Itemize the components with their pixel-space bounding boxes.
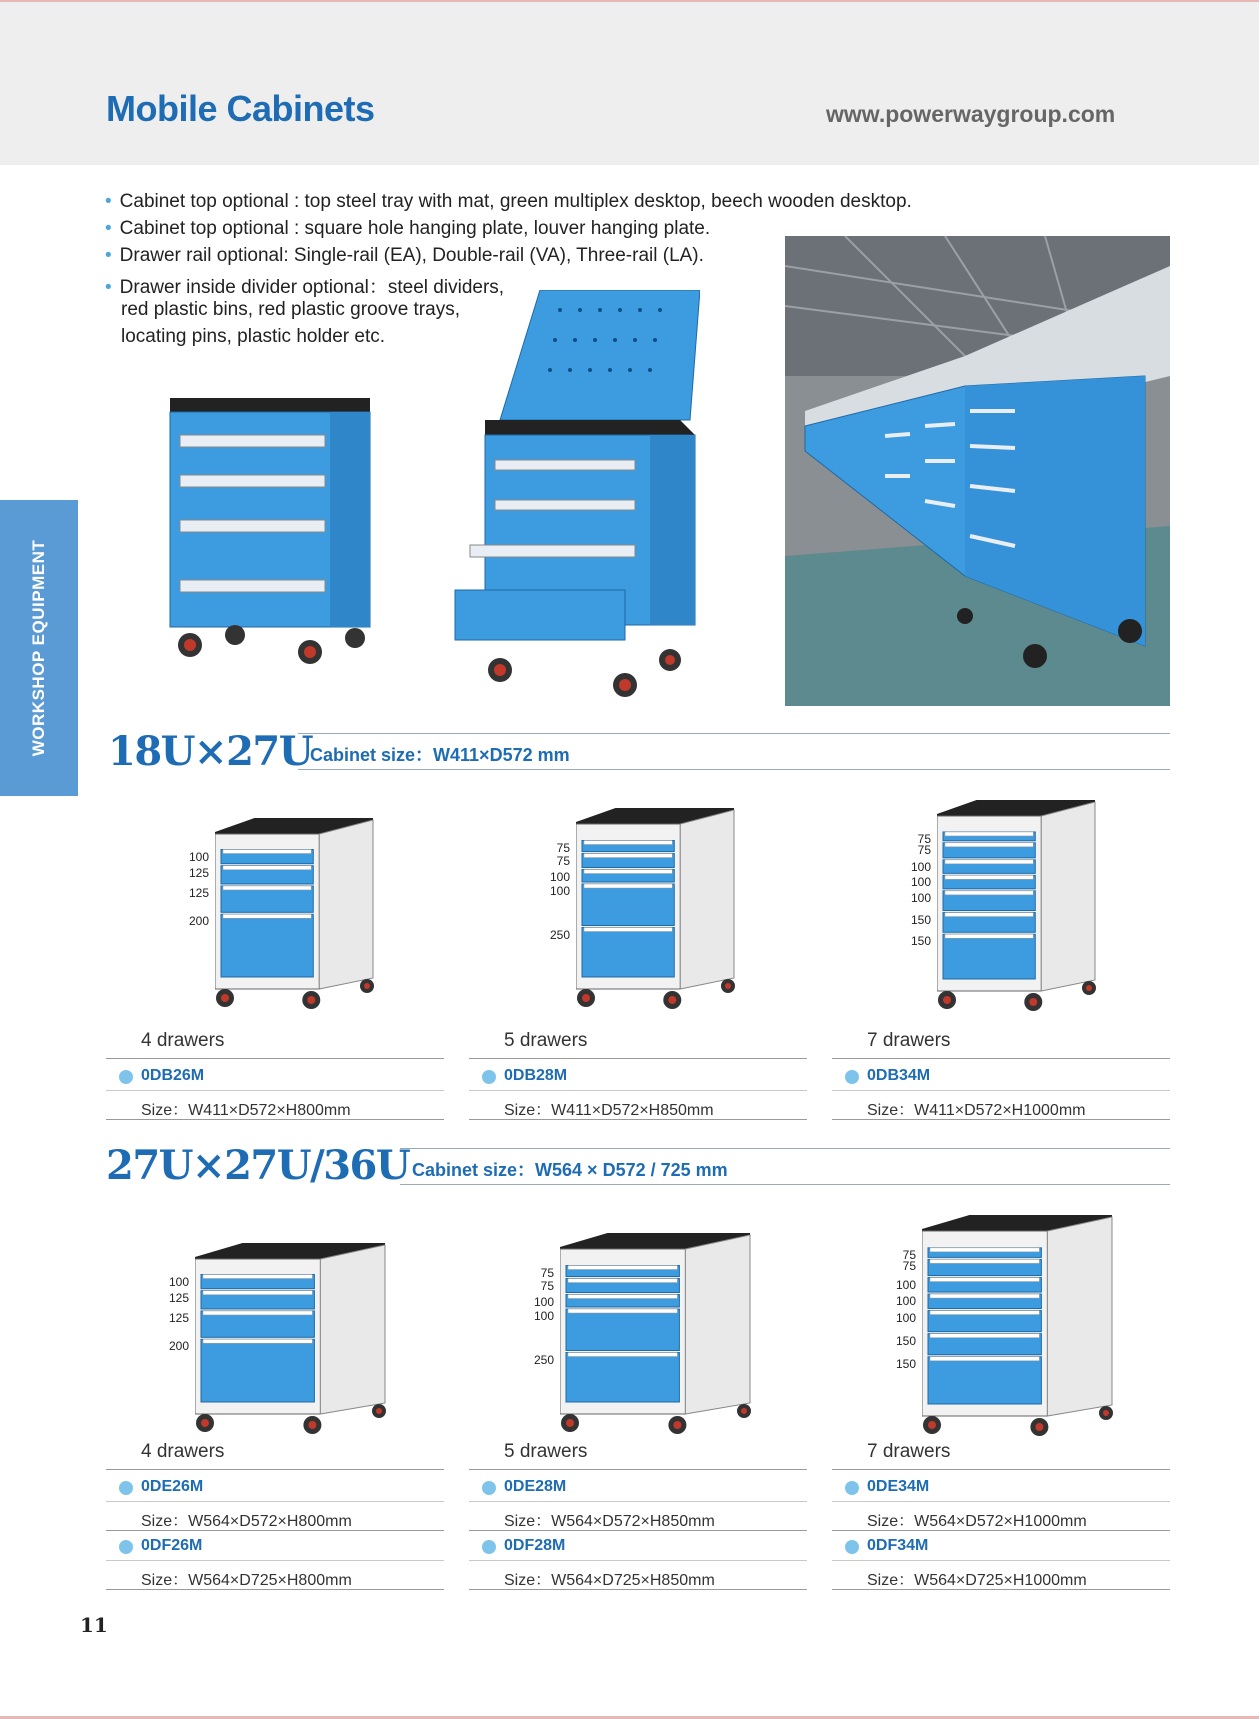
divider xyxy=(832,1501,1170,1502)
drawer-height-label: 100 xyxy=(895,1277,916,1292)
bullet-dot-icon xyxy=(482,1540,496,1554)
model-code: 0DB34M xyxy=(867,1067,931,1084)
bullet-dot-icon xyxy=(482,1070,496,1084)
divider xyxy=(106,1501,444,1502)
drawer-height-label: 125 xyxy=(188,885,209,900)
drawer-height-label: 100 xyxy=(910,875,931,890)
drawer-height-label: 150 xyxy=(910,912,931,927)
drawer-height-label: 200 xyxy=(168,1339,189,1354)
model-size: Size：W564×D572×H1000mm xyxy=(867,1513,1087,1530)
model-size: Size：W564×D572×H800mm xyxy=(141,1513,352,1530)
cabinet-photo-open xyxy=(450,290,700,700)
drawer-count: 5 drawers xyxy=(504,1030,588,1051)
drawer-height-label: 100 xyxy=(168,1274,189,1289)
divider xyxy=(469,1058,807,1059)
drawer-height-label: 100 xyxy=(188,849,209,864)
drawer-height-label: 75 xyxy=(902,1259,916,1274)
divider xyxy=(106,1090,444,1091)
model-code: 0DF26M xyxy=(141,1537,203,1554)
bullet-dot-icon: • xyxy=(105,245,112,266)
drawer-count: 7 drawers xyxy=(867,1441,951,1462)
drawer-height-label: 250 xyxy=(533,1352,554,1367)
divider xyxy=(469,1530,807,1531)
bullet-item: • Drawer inside divider optional：steel dividers, xyxy=(105,277,505,298)
side-tab-label: WORKSHOP EQUIPMENT xyxy=(29,539,48,757)
model-size: Size：W564×D725×H800mm xyxy=(141,1572,352,1589)
divider xyxy=(832,1589,1170,1590)
bullet-dot-icon: • xyxy=(105,191,112,212)
bullet-item: • Drawer rail optional: Single-rail (EA), Double-rail (VA), Three-rail (LA). xyxy=(105,245,704,266)
drawer-height-label: 125 xyxy=(168,1310,189,1325)
divider xyxy=(106,1560,444,1561)
cabinet-drawing xyxy=(576,808,774,1038)
section-code-heading: 18U×27U xyxy=(108,728,313,775)
divider xyxy=(469,1469,807,1470)
model-code: 0DE34M xyxy=(867,1478,930,1495)
divider xyxy=(106,1530,444,1531)
drawer-height-label: 75 xyxy=(902,1247,916,1262)
section-bottom-line xyxy=(298,769,1170,770)
model-code: 0DE28M xyxy=(504,1478,567,1495)
divider xyxy=(832,1090,1170,1091)
divider xyxy=(106,1119,444,1120)
website-url[interactable]: www.powerwaygroup.com xyxy=(826,101,1116,127)
bullet-dot-icon xyxy=(119,1481,133,1495)
drawer-height-label: 75 xyxy=(540,1265,554,1280)
model-size: Size：W564×D725×H1000mm xyxy=(867,1572,1087,1589)
model-code: 0DB28M xyxy=(504,1067,568,1084)
drawer-count: 4 drawers xyxy=(141,1441,225,1462)
section-code-heading: 27U×27U/36U xyxy=(106,1142,410,1189)
divider xyxy=(832,1469,1170,1470)
side-category-tab xyxy=(0,500,78,796)
divider xyxy=(469,1119,807,1120)
bullet-dot-icon xyxy=(845,1481,859,1495)
cabinet-drawing xyxy=(560,1233,790,1463)
divider xyxy=(832,1119,1170,1120)
drawer-height-label: 100 xyxy=(895,1294,916,1309)
drawer-height-label: 150 xyxy=(895,1333,916,1348)
drawer-height-label: 100 xyxy=(549,884,570,898)
bullet-dot-icon xyxy=(845,1070,859,1084)
model-size: Size：W411×D572×H800mm xyxy=(141,1102,351,1119)
divider xyxy=(832,1058,1170,1059)
drawer-height-label: 250 xyxy=(549,927,570,942)
drawer-count: 4 drawers xyxy=(141,1030,225,1051)
drawer-height-label: 125 xyxy=(188,865,209,880)
drawer-height-label: 100 xyxy=(910,890,931,905)
bullet-continuation: locating pins, plastic holder etc. xyxy=(121,326,386,347)
divider xyxy=(832,1530,1170,1531)
model-code: 0DF28M xyxy=(504,1537,566,1554)
divider xyxy=(469,1501,807,1502)
drawer-height-label: 75 xyxy=(917,842,931,857)
drawer-height-label: 100 xyxy=(533,1294,554,1309)
divider xyxy=(469,1589,807,1590)
drawer-height-label: 75 xyxy=(917,831,931,846)
drawer-height-label: 125 xyxy=(168,1290,189,1305)
divider xyxy=(106,1589,444,1590)
factory-photo xyxy=(785,236,1170,706)
bullet-dot-icon xyxy=(482,1481,496,1495)
cabinet-drawing xyxy=(922,1215,1152,1465)
drawer-height-label: 75 xyxy=(540,1278,554,1293)
model-size: Size：W564×D572×H850mm xyxy=(504,1513,715,1530)
drawer-height-label: 100 xyxy=(533,1309,554,1323)
drawer-height-label: 100 xyxy=(910,859,931,874)
section-top-line xyxy=(400,1148,1170,1149)
divider xyxy=(106,1058,444,1059)
section-bottom-line xyxy=(400,1184,1170,1185)
drawer-height-label: 75 xyxy=(556,853,570,868)
model-size: Size：W564×D725×H850mm xyxy=(504,1572,715,1589)
bullet-item: • Cabinet top optional : square hole hanging plate, louver hanging plate. xyxy=(105,218,711,239)
model-code: 0DE26M xyxy=(141,1478,204,1495)
cabinet-drawing xyxy=(937,800,1135,1040)
model-size: Size：W411×D572×H1000mm xyxy=(867,1102,1086,1119)
cabinet-size-label: Cabinet size：W411×D572 mm xyxy=(310,745,570,765)
page-header xyxy=(0,0,1259,165)
drawer-count: 5 drawers xyxy=(504,1441,588,1462)
drawer-height-label: 100 xyxy=(895,1310,916,1325)
drawer-height-label: 75 xyxy=(556,840,570,855)
cabinet-drawing xyxy=(195,1243,425,1463)
bullet-continuation: red plastic bins, red plastic groove trays, xyxy=(121,299,460,320)
model-size: Size：W411×D572×H850mm xyxy=(504,1102,714,1119)
drawer-height-label: 150 xyxy=(895,1356,916,1371)
section-top-line xyxy=(298,733,1170,734)
divider xyxy=(106,1469,444,1470)
bullet-dot-icon xyxy=(119,1540,133,1554)
drawer-height-label: 200 xyxy=(188,914,209,929)
divider xyxy=(469,1090,807,1091)
bullet-dot-icon xyxy=(119,1070,133,1084)
bullet-dot-icon: • xyxy=(105,277,112,298)
cabinet-size-label: Cabinet size：W564 × D572 / 725 mm xyxy=(412,1160,728,1180)
divider xyxy=(832,1560,1170,1561)
drawer-height-label: 150 xyxy=(910,934,931,949)
drawer-count: 7 drawers xyxy=(867,1030,951,1051)
cabinet-photo-closed xyxy=(160,390,390,670)
model-code: 0DF34M xyxy=(867,1537,929,1554)
drawer-height-label: 100 xyxy=(549,869,570,884)
divider xyxy=(469,1560,807,1561)
cabinet-drawing xyxy=(215,818,413,1038)
model-code: 0DB26M xyxy=(141,1067,205,1084)
page-title: Mobile Cabinets xyxy=(106,88,375,129)
bullet-item: • Cabinet top optional : top steel tray with mat, green multiplex desktop, beech wooden desktop. xyxy=(105,191,912,212)
page-number: 11 xyxy=(80,1613,108,1637)
bullet-dot-icon xyxy=(845,1540,859,1554)
bullet-dot-icon: • xyxy=(105,218,112,239)
